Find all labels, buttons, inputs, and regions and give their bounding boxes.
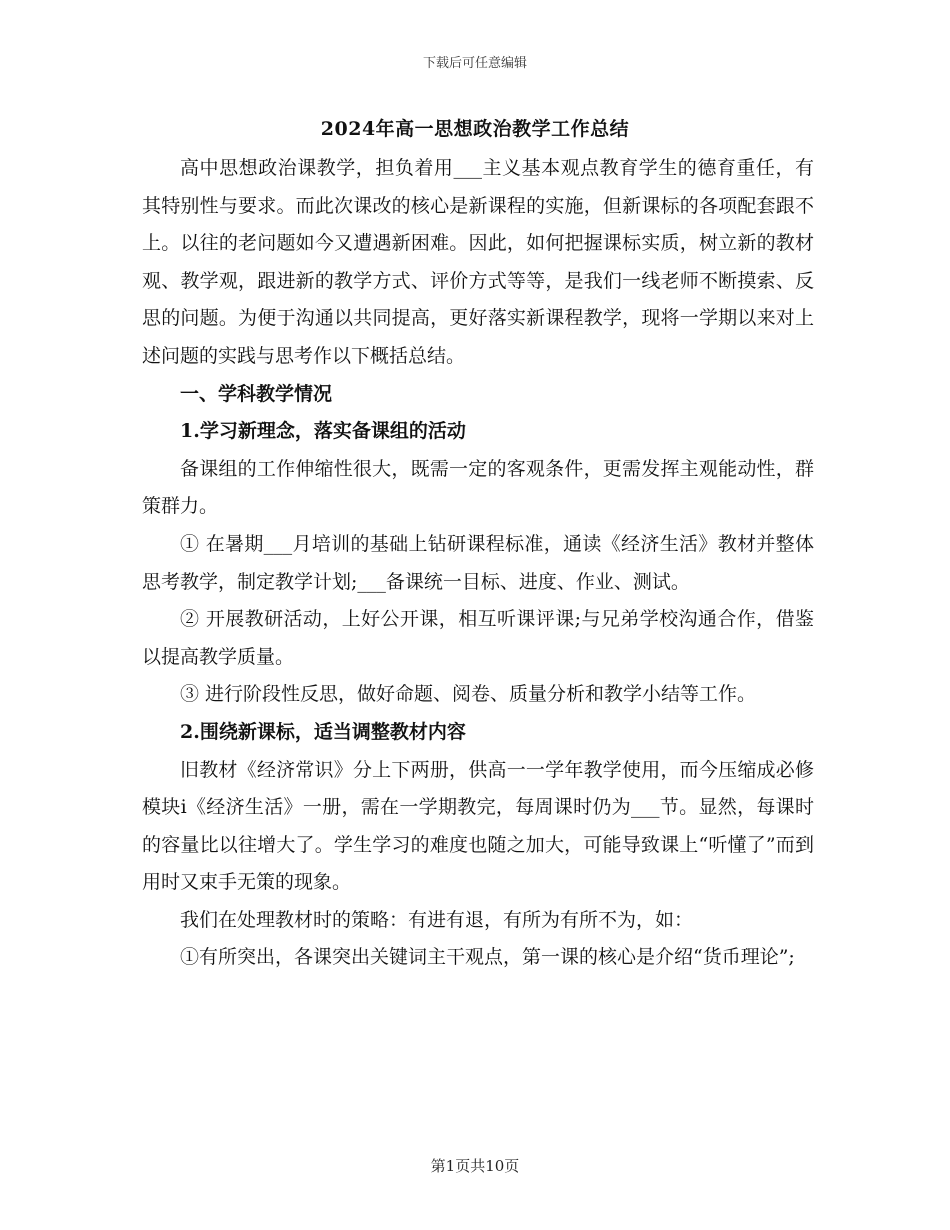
document-body [142, 150, 814, 977]
list-item: ② 开展教研活动，上好公开课，相互听课评课;与兄弟学校沟通合作，借鉴以提高教学质量。 [142, 608, 814, 668]
paragraph: 我们在处理教材时的策略：有进有退，有所为有所不为，如： [180, 908, 694, 931]
paragraph: 备课组的工作伸缩性很大，既需一定的客观条件，更需发挥主观能动性，群策群力。 [142, 457, 814, 518]
page-header: 下载后可任意编辑 [422, 56, 527, 71]
list-item: ① 在暑期___月培训的基础上钻研课程标准，通读《经济生活》教材并整体思考教学，制定教学计划;___备课统一目标、进度、作业、测试。 [142, 532, 814, 593]
section-heading: 一、学科教学情况 [180, 382, 333, 405]
page-footer: 第1页共10页 [430, 1157, 520, 1175]
list-item: ③ 进行阶段性反思，做好命题、阅卷、质量分析和教学小结等工作。 [180, 683, 757, 706]
subsection-heading: 1.学习新理念，落实备课组的活动 [180, 420, 466, 443]
paragraph-intro: 高中思想政治课教学，担负着用___主义基本观点教育学生的德育重任，有其特别性与要求。而此次课改的核心是新课程的实施，但新课标的各项配套跟不上。以往的老问题如今又遭遇新困难。因此，如何把握课标实质，树立新的教材观、教学观，跟进新的教学方式、评价方式等等，是我们一线老师不断摸索、反思的问题。为便于沟通以共同提高，更好落实新课程教学，现将一学期以来对上述问题的实践与思考作以下概括总结。 [142, 157, 814, 367]
list-item: ①有所突出，各课突出关键词主干观点，第一课的核心是介绍“货币理论”; [180, 946, 795, 969]
paragraph: 旧教材《经济常识》分上下两册，供高一一学年教学使用，而今压缩成必修模块ⅰ《经济生活》一册，需在一学期教完，每周课时仍为___节。显然，每课时的容量比以往增大了。学生学习的难度也随之加大，可能导致课上“听懂了”而到用时又束手无策的现象。 [142, 758, 814, 894]
document-title: 2024年高一思想政治教学工作总结 [320, 118, 630, 140]
subsection-heading: 2.围绕新课标，适当调整教材内容 [180, 720, 466, 743]
